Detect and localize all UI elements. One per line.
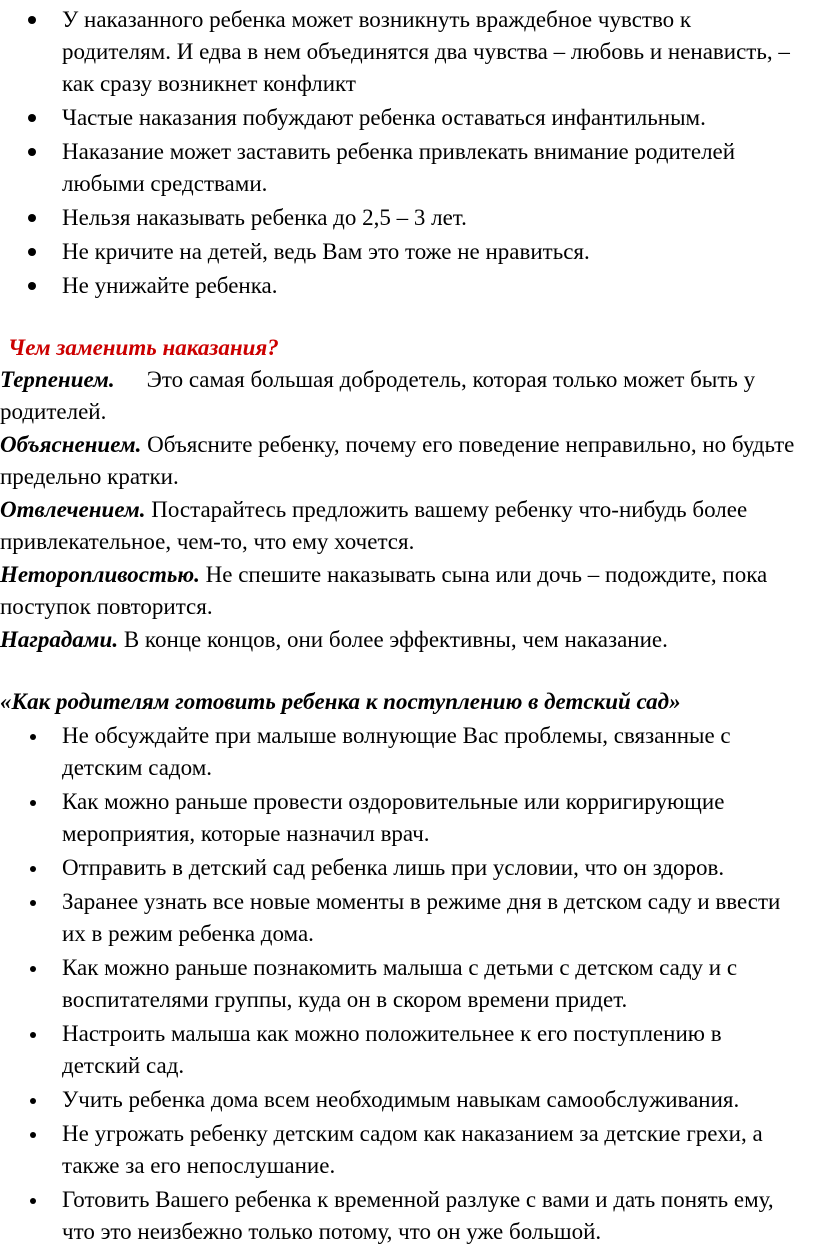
term-description: В конце концов, они более эффективны, чем наказание. (123, 627, 668, 652)
bullet-icon (28, 114, 36, 122)
bullet-icon (28, 214, 36, 222)
list-item: Наказание может заставить ребенка привлекать внимание родителей любыми средствами. (0, 136, 802, 200)
list-item: У наказанного ребенка может возникнуть враждебное чувство к родителям. И едва в нем объединятся два чувства – любовь и ненависть, – как сразу возникнет конфликт (0, 4, 802, 100)
bullet-icon (30, 1198, 36, 1204)
list-item: Не унижайте ребенка. (0, 270, 802, 302)
section-heading-kindergarten: «Как родителям готовить ребенка к поступлению в детский сад» (0, 689, 681, 714)
alternatives-list (0, 364, 802, 656)
list-item: Отправить в детский сад ребенка лишь при условии, что он здоров. (0, 852, 802, 884)
list-item: Как можно раньше познакомить малыша с детьми с детском саду и с воспитателями группы, куда он в скором времени придет. (0, 952, 802, 1016)
term: Объяснением. (0, 432, 142, 457)
list-item: Не угрожать ребенку детским садом как наказанием за детские грехи, а также за его непослушание. (0, 1118, 802, 1182)
bullet-icon (30, 966, 36, 972)
bullet-icon (30, 800, 36, 806)
list-item: Как можно раньше провести оздоровительные или корригирующие мероприятия, которые назначил врач. (0, 786, 802, 850)
list-item: Учить ребенка дома всем необходимым навыкам самообслуживания. (0, 1084, 802, 1116)
alternative-item (0, 559, 802, 623)
bullet-icon (30, 900, 36, 906)
term-description: Это самая большая добродетель, которая только может быть у родителей. (0, 367, 756, 424)
list-item: Частые наказания побуждают ребенка оставаться инфантильным. (0, 102, 802, 134)
term: Неторопливостью. (0, 562, 200, 587)
list-item: Заранее узнать все новые моменты в режиме дня в детском саду и ввести их в режим ребенка дома. (0, 886, 802, 950)
bullet-icon (28, 148, 36, 156)
term-description: Объясните ребенку, почему его поведение неправильно, но будьте предельно кратки. (0, 432, 795, 489)
list-item: Настроить малыша как можно положительнее к его поступлению в детский сад. (0, 1018, 802, 1082)
alternative-item (0, 494, 802, 558)
bullet-icon (30, 734, 36, 740)
bullet-icon (28, 16, 36, 24)
bullet-icon (30, 1132, 36, 1138)
section-heading-alternatives: Чем заменить наказания? (8, 335, 279, 360)
term-description: Не спешите наказывать сына или дочь – подождите, пока поступок повторится. (0, 562, 768, 619)
term: Наградами. (0, 627, 119, 652)
list-item: Нельзя наказывать ребенка до 2,5 – 3 лет. (0, 202, 802, 234)
bullet-icon (30, 1098, 36, 1104)
kindergarten-prep-list (0, 720, 802, 1248)
term-description: Постарайтесь предложить вашему ребенку что-нибудь более привлекательное, чем-то, что ему хочется. (0, 497, 748, 554)
term: Терпением. (0, 367, 115, 392)
term: Отвлечением. (0, 497, 146, 522)
bullet-icon (28, 248, 36, 256)
bullet-icon (30, 1032, 36, 1038)
list-item: Не кричите на детей, ведь Вам это тоже не нравиться. (0, 236, 802, 268)
list-item: Готовить Вашего ребенка к временной разлуке с вами и дать понять ему, что это неизбежно только потому, что он уже большой. (0, 1184, 802, 1248)
list-item: Не обсуждайте при малыше волнующие Вас проблемы, связанные с детским садом. (0, 720, 802, 784)
alternative-item (0, 624, 802, 656)
punishment-effects-list (0, 4, 802, 302)
bullet-icon (28, 282, 36, 290)
alternative-item (0, 364, 802, 428)
alternative-item (0, 429, 802, 493)
bullet-icon (30, 866, 36, 872)
